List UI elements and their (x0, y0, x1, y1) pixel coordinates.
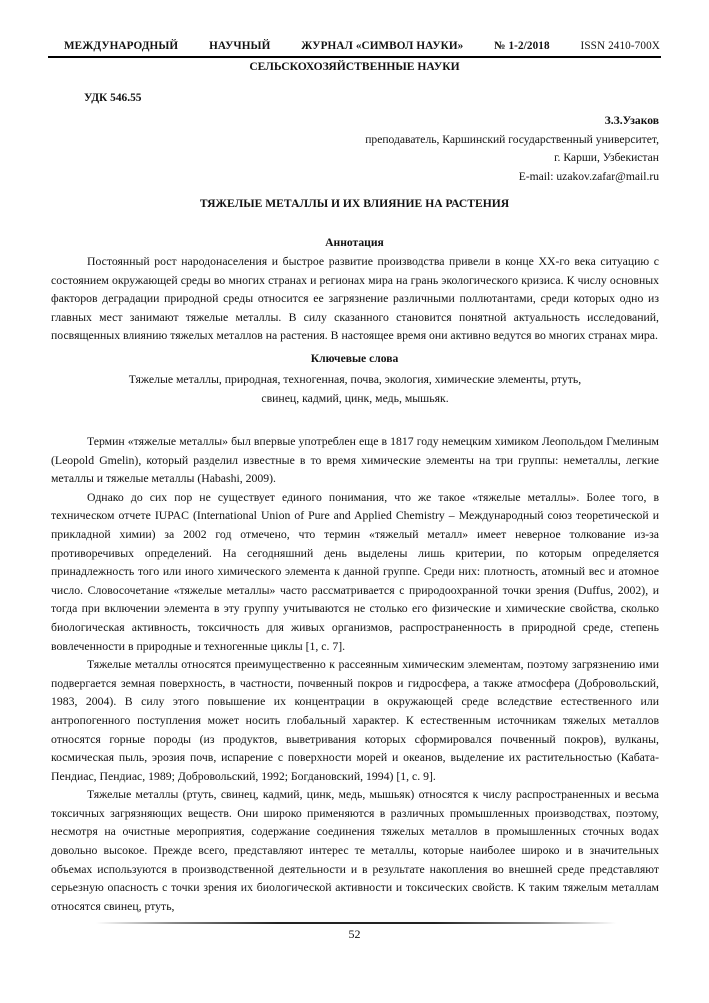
paragraph: Термин «тяжелые металлы» был впервые употреблен еще в 1817 году немецким химиком Леопольдом Гмелиным (Leopold Gmelin), который разделил известные в то время химические элементы на три группы: неметаллы, легкие металлы и тяжелые металлы (Habashi, 2009). (51, 435, 659, 486)
keywords (60, 370, 650, 408)
journal-header-word: НАУЧНЫЙ (209, 40, 271, 52)
keywords-line: Тяжелые металлы, природная, техногенная, почва, экология, химические элементы, ртуть, (128, 373, 582, 386)
author-email: E-mail: uzakov.zafar@mail.ru (518, 169, 659, 183)
journal-issue-number: № 1-2/2018 (494, 40, 550, 52)
article-title: ТЯЖЕЛЫЕ МЕТАЛЛЫ И ИХ ВЛИЯНИЕ НА РАСТЕНИЯ (199, 197, 510, 210)
paragraph: Однако до сих пор не существует единого понимания, что же такое «тяжелые металлы». Более того, в техническом отчете IUPAC (International Union of Pure and Applied Chemistry – Международный союз теоретической и прикладной химии) за 2002 год отмечено, что термин «тяжелый металл» имеет неверное толкование из-за противоречивых определений. На сегодняшний день выделены лишь критерии, по которым определяется принадлежность того или иного химического элемента к данной группе. Среди них: плотность, атомный вес и атомное число. Словосочетание «тяжелые металлы» часто рассматривается с природоохранной точки зрения (Duffus, 2002), и тогда при включении элемента в эту группу учитываются не столько его физические и химические свойства, сколько биологическая активность, токсичность для живых организмов, распространенность в природной среде, степень вовлеченности в природные и техногенные циклы [1, с. 7]. (51, 490, 659, 653)
abstract-heading: Аннотация (325, 236, 384, 249)
journal-header-word: МЕЖДУНАРОДНЫЙ (64, 40, 179, 52)
journal-issn: ISSN 2410-700X (580, 40, 660, 52)
footer-divider (96, 922, 616, 924)
author-block (365, 112, 659, 186)
author-location: г. Карши, Узбекистан (554, 151, 659, 164)
journal-header (64, 40, 660, 52)
udk-code: УДК 546.55 (84, 92, 142, 104)
keywords-line: свинец, кадмий, цинк, медь, мышьяк. (261, 392, 449, 405)
abstract-text: Постоянный рост народонаселения и быстрое развитие производства привели в конце XX-го века ситуацию с состоянием окружающей среды во многих странах и регионах мира на грань экологического кризиса. К числу основных факторов деградации природной среды относится ее загрязнение различными поллютантами, среди которых одно из главных мест занимают тяжелые металлы. В силу сказанного становится понятной актуальность исследований, посвященных влиянию тяжелых металлов на растения. В настоящее время они активно ведутся во многих странах мира. (51, 255, 659, 343)
section-title: СЕЛЬСКОХОЗЯЙСТВЕННЫЕ НАУКИ (249, 60, 460, 73)
main-text (51, 433, 659, 916)
page-number: 52 (348, 927, 361, 941)
abstract (51, 253, 659, 346)
journal-header-word: ЖУРНАЛ «СИМВОЛ НАУКИ» (301, 40, 464, 52)
author-name: З.З.Узаков (604, 114, 659, 127)
keywords-heading: Ключевые слова (310, 352, 399, 365)
author-position: преподаватель, Каршинский государственный университет, (365, 132, 659, 146)
paragraph: Тяжелые металлы (ртуть, свинец, кадмий, цинк, медь, мышьяк) относятся к числу распространенных и весьма токсичных загрязняющих веществ. Они широко применяются в различных промышленных производствах, поэтому, несмотря на очистные мероприятия, содержание соединения тяжелых металлов в промышленных сточных водах довольно высокое. Прежде всего, представляют интерес те металлы, которые наиболее широко и в значительных объемах используются в производственной деятельности и в результате накопления во внешней среде представляют серьезную опасность с точки зрения их биологической активности и токсических свойств. К таким тяжелым металлам относятся свинец, ртуть, (51, 788, 659, 913)
paragraph: Тяжелые металлы относятся преимущественно к рассеянным химическим элементам, поэтому загрязнению ими подвергается земная поверхность, в частности, почвенный покров и гидросфера, а также атмосфера (Добровольский, 1983, 2004). В силу этого повышение их концентрации в окружающей среде вследствие естественного или антропогенного поступления может носить глобальный характер. К естественным источникам тяжелых металлов относятся горные породы (из продуктов, выветривания которых сформировался почвенный покров), вулканы, космическая пыль, эрозия почв, испарение с поверхности морей и океанов, выделение их растительностью (Кабата-Пендиас, Пендиас, 1989; Добровольский, 1992; Богдановский, 1994) [1, с. 9]. (51, 658, 659, 783)
header-divider (48, 56, 661, 58)
